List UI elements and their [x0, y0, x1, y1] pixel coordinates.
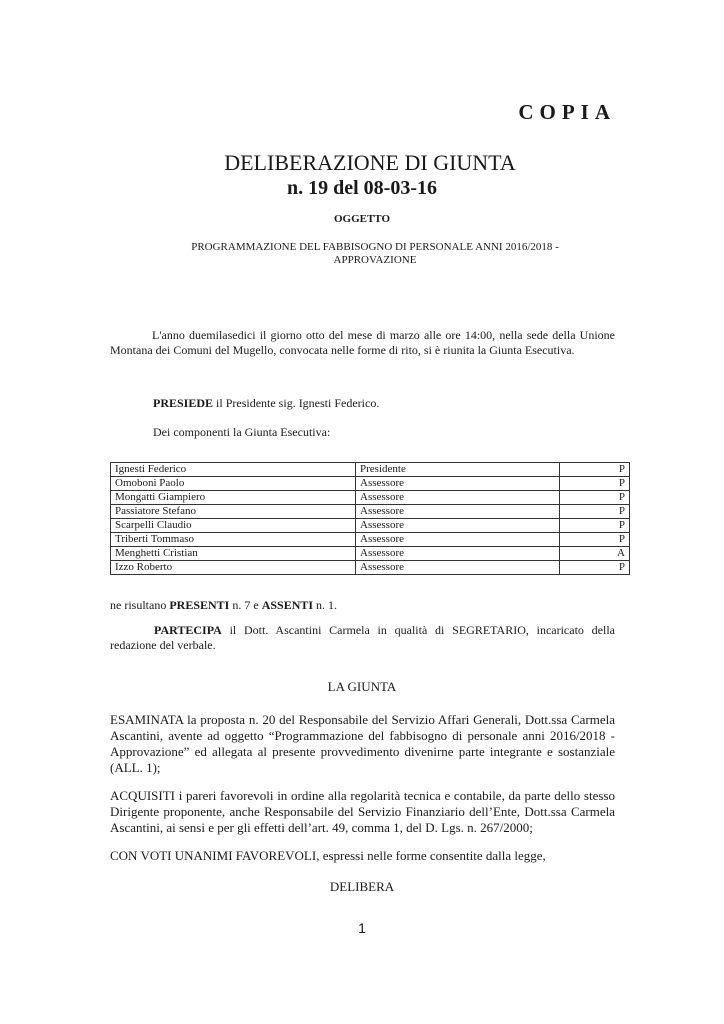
member-row [111, 491, 630, 505]
presiede-line [153, 396, 379, 411]
member-row [111, 533, 630, 547]
member-status: P [560, 491, 630, 505]
member-name: Izzo Roberto [111, 561, 356, 575]
presenti-count: n. 7 e [229, 598, 262, 612]
member-name: Omoboni Paolo [111, 477, 356, 491]
partecipa-label: PARTECIPA [154, 623, 222, 637]
member-status: A [560, 547, 630, 561]
member-name: Passiatore Stefano [111, 505, 356, 519]
intro-paragraph: L'anno duemilasedici il giorno otto del mese di marzo alle ore 14:00, nella sede della Unione Montana dei Comuni del Mugello, convocata nelle forme di rito, si è riunita la Giunta Esecutiva. [110, 328, 615, 357]
member-name: Mongatti Giampiero [111, 491, 356, 505]
member-status: P [560, 463, 630, 477]
presiede-text: il Presidente sig. Ignesti Federico. [213, 396, 380, 410]
member-status: P [560, 519, 630, 533]
esaminata-paragraph: ESAMINATA la proposta n. 20 del Responsabile del Servizio Affari Generali, Dott.ssa Carmela Ascantini, avente ad oggetto “Programmazione del fabbisogno di personale anni 2016/2018 - Approvazione” ed allegata al presente provvedimento divenirne parte integrante e sostanziale (ALL. 1); [110, 712, 615, 775]
assenti-label: ASSENTI [261, 598, 314, 612]
risultano-line [110, 598, 337, 613]
member-role: Assessore [356, 519, 560, 533]
member-role: Assessore [356, 505, 560, 519]
oggetto-label: OGGETTO [333, 213, 391, 225]
assenti-count: n. 1. [313, 598, 338, 612]
member-role: Assessore [356, 533, 560, 547]
copia-label: COPIA [518, 100, 616, 124]
member-name: Menghetti Cristian [111, 547, 356, 561]
document-title: DELIBERAZIONE DI GIUNTA [224, 150, 516, 175]
partecipa-paragraph [110, 623, 615, 653]
presiede-label: PRESIEDE [153, 396, 214, 410]
oggetto-text: PROGRAMMAZIONE DEL FABBISOGNO DI PERSONALE ANNI 2016/2018 - APPROVAZIONE [191, 241, 559, 266]
acquisiti-paragraph: ACQUISITI i pareri favorevoli in ordine alla regolarità tecnica e contabile, da parte dello stesso Dirigente proponente, anche Responsabile del Servizio Finanziario dell’Ente, Dott.ssa Carmela Ascantini, ai sensi e per gli effetti dell’art. 49, comma 1, del D. Lgs. n. 267/2000; [110, 788, 615, 835]
member-name: Triberti Tommaso [111, 533, 356, 547]
member-row [111, 505, 630, 519]
presenti-label: PRESENTI [169, 598, 230, 612]
componenti-line: Dei componenti la Giunta Esecutiva: [153, 425, 331, 439]
member-role: Assessore [356, 561, 560, 575]
member-row [111, 561, 630, 575]
deliberation-number: n. 19 del 08-03-16 [287, 177, 437, 199]
la-giunta-heading: LA GIUNTA [327, 679, 397, 694]
page-number: 1 [358, 920, 366, 936]
member-role: Assessore [356, 477, 560, 491]
member-row [111, 477, 630, 491]
member-role: Assessore [356, 491, 560, 505]
member-row [111, 519, 630, 533]
partecipa-text: il Dott. Ascantini Carmela in qualità di SEGRETARIO, incaricato della redazione del verbale. [110, 623, 615, 652]
member-status: P [560, 505, 630, 519]
member-status: P [560, 477, 630, 491]
risultano-prefix: ne risultano [110, 598, 170, 612]
member-status: P [560, 533, 630, 547]
member-row [111, 547, 630, 561]
member-name: Ignesti Federico [111, 463, 356, 477]
member-row [111, 463, 630, 477]
member-status: P [560, 561, 630, 575]
voti-paragraph: CON VOTI UNANIMI FAVOREVOLI, espressi nelle forme consentite dalla legge, [110, 848, 546, 863]
delibera-heading: DELIBERA [329, 879, 395, 894]
member-role: Presidente [356, 463, 560, 477]
member-role: Assessore [356, 547, 560, 561]
members-table [110, 462, 630, 575]
member-name: Scarpelli Claudio [111, 519, 356, 533]
